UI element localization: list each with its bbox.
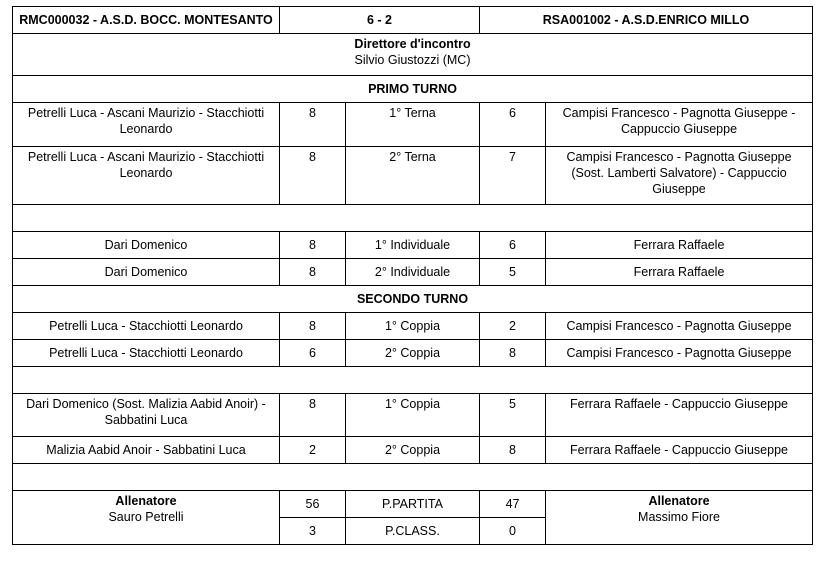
game-type: 1° Terna bbox=[346, 103, 480, 147]
away-coach-label: Allenatore bbox=[648, 494, 710, 508]
away-players: Ferrara Raffaele - Cappuccio Giuseppe bbox=[546, 394, 813, 437]
home-coach-label: Allenatore bbox=[115, 494, 177, 508]
match-points-label: P.PARTITA bbox=[346, 491, 480, 518]
home-coach-name: Sauro Petrelli bbox=[108, 510, 184, 524]
spacer-row bbox=[13, 205, 813, 232]
home-team-header: RMC000032 - A.S.D. BOCC. MONTESANTO bbox=[13, 7, 280, 34]
class-points-label: P.CLASS. bbox=[346, 518, 480, 545]
game-type: 1° Coppia bbox=[346, 313, 480, 340]
table-row bbox=[13, 437, 813, 464]
home-players: Dari Domenico (Sost. Malizia Aabid Anoir) - Sabbatini Luca bbox=[13, 394, 280, 437]
away-coach-cell bbox=[546, 491, 813, 545]
empty-separator bbox=[13, 205, 813, 232]
table-row bbox=[13, 340, 813, 367]
referee-name: Silvio Giustozzi (MC) bbox=[354, 53, 471, 67]
home-players: Petrelli Luca - Ascani Maurizio - Stacchiotti Leonardo bbox=[13, 103, 280, 147]
table-row bbox=[13, 147, 813, 205]
second-round-title: SECONDO TURNO bbox=[13, 286, 813, 313]
home-players: Petrelli Luca - Stacchiotti Leonardo bbox=[13, 340, 280, 367]
away-score: 6 bbox=[480, 103, 546, 147]
spacer-row bbox=[13, 464, 813, 491]
empty-separator bbox=[13, 367, 813, 394]
home-players: Dari Domenico bbox=[13, 232, 280, 259]
away-score: 5 bbox=[480, 259, 546, 286]
home-coach-cell bbox=[13, 491, 280, 545]
match-report-table bbox=[12, 6, 813, 545]
away-players: Campisi Francesco - Pagnotta Giuseppe bbox=[546, 313, 813, 340]
away-score: 7 bbox=[480, 147, 546, 205]
home-match-points: 56 bbox=[280, 491, 346, 518]
away-players: Ferrara Raffaele bbox=[546, 259, 813, 286]
away-coach-name: Massimo Fiore bbox=[638, 510, 720, 524]
empty-separator bbox=[13, 464, 813, 491]
home-score: 2 bbox=[280, 437, 346, 464]
game-type: 1° Individuale bbox=[346, 232, 480, 259]
home-class-points: 3 bbox=[280, 518, 346, 545]
referee-label: Direttore d'incontro bbox=[354, 37, 471, 51]
home-score: 8 bbox=[280, 259, 346, 286]
table-row bbox=[13, 259, 813, 286]
home-score: 8 bbox=[280, 394, 346, 437]
away-players: Ferrara Raffaele - Cappuccio Giuseppe bbox=[546, 437, 813, 464]
away-score: 8 bbox=[480, 340, 546, 367]
spacer-row bbox=[13, 367, 813, 394]
home-players: Petrelli Luca - Stacchiotti Leonardo bbox=[13, 313, 280, 340]
away-score: 2 bbox=[480, 313, 546, 340]
table-row bbox=[13, 232, 813, 259]
game-type: 2° Individuale bbox=[346, 259, 480, 286]
away-match-points: 47 bbox=[480, 491, 546, 518]
home-players: Petrelli Luca - Ascani Maurizio - Stacchiotti Leonardo bbox=[13, 147, 280, 205]
first-round-title: PRIMO TURNO bbox=[13, 76, 813, 103]
table-row bbox=[13, 313, 813, 340]
match-score: 6 - 2 bbox=[280, 7, 480, 34]
away-team-header: RSA001002 - A.S.D.ENRICO MILLO bbox=[480, 7, 813, 34]
home-score: 8 bbox=[280, 103, 346, 147]
away-class-points: 0 bbox=[480, 518, 546, 545]
home-score: 8 bbox=[280, 147, 346, 205]
away-score: 8 bbox=[480, 437, 546, 464]
game-type: 1° Coppia bbox=[346, 394, 480, 437]
table-row bbox=[13, 394, 813, 437]
game-type: 2° Coppia bbox=[346, 340, 480, 367]
home-score: 8 bbox=[280, 313, 346, 340]
away-players: Campisi Francesco - Pagnotta Giuseppe bbox=[546, 340, 813, 367]
away-score: 5 bbox=[480, 394, 546, 437]
referee-cell bbox=[13, 34, 813, 76]
away-players: Ferrara Raffaele bbox=[546, 232, 813, 259]
away-players: Campisi Francesco - Pagnotta Giuseppe (Sost. Lamberti Salvatore) - Cappuccio Giuseppe bbox=[546, 147, 813, 205]
away-score: 6 bbox=[480, 232, 546, 259]
table-row bbox=[13, 103, 813, 147]
home-players: Dari Domenico bbox=[13, 259, 280, 286]
home-players: Malizia Aabid Anoir - Sabbatini Luca bbox=[13, 437, 280, 464]
game-type: 2° Terna bbox=[346, 147, 480, 205]
away-players: Campisi Francesco - Pagnotta Giuseppe - Cappuccio Giuseppe bbox=[546, 103, 813, 147]
game-type: 2° Coppia bbox=[346, 437, 480, 464]
home-score: 8 bbox=[280, 232, 346, 259]
home-score: 6 bbox=[280, 340, 346, 367]
